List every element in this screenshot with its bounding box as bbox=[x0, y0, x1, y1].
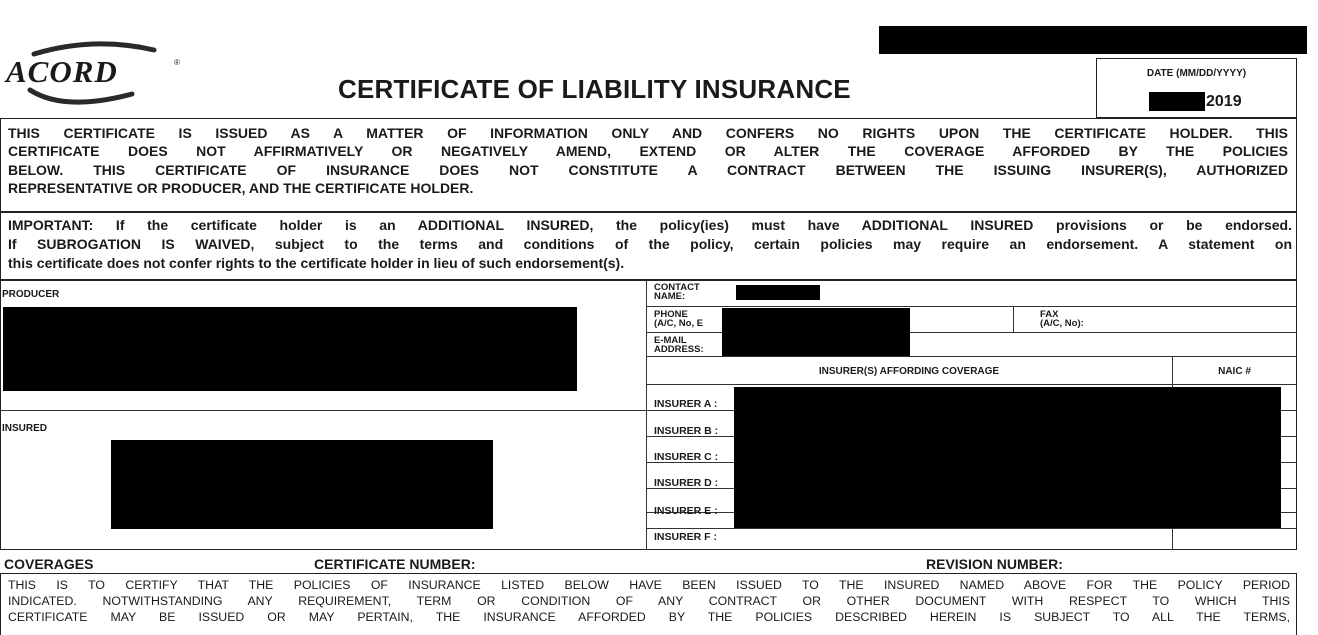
coverages-line: INDICATED. NOTWITHSTANDING ANY REQUIREMENT, TERM OR CONDITION OF ANY CONTRACT OR OTHER DOCUMENT WITH RESPECT TO WHICH THIS bbox=[8, 593, 1290, 608]
insurer-b-label: INSURER B : bbox=[654, 425, 719, 437]
notice-line: REPRESENTATIVE OR PRODUCER, AND THE CERTIFICATE HOLDER. bbox=[8, 179, 474, 196]
contact-row-line bbox=[646, 306, 1297, 307]
coverages-line: CERTIFICATE MAY BE ISSUED OR MAY PERTAIN, THE INSURANCE AFFORDED BY THE POLICIES DESCRIBED HEREIN IS SUBJECT TO ALL THE TERMS, bbox=[8, 609, 1290, 624]
logo-text: ACORD bbox=[6, 54, 118, 89]
insurer-d-label: INSURER D : bbox=[654, 477, 719, 489]
phone-label-line: PHONE bbox=[654, 309, 688, 320]
notice-text bbox=[8, 124, 1288, 197]
insurer-e-label: INSURER E : bbox=[654, 505, 718, 517]
phone-label bbox=[654, 310, 703, 328]
insured-label: INSURED bbox=[2, 423, 48, 434]
coverages-text bbox=[8, 578, 1290, 625]
fax-label bbox=[1040, 310, 1084, 328]
redacted-insured bbox=[111, 440, 493, 529]
insurer-c-label: INSURER C : bbox=[654, 451, 719, 463]
important-line: If SUBROGATION IS WAIVED, subject to the terms and conditions of the policy, certain policies may require an endorsement. A statement on bbox=[8, 236, 1292, 252]
insurer-header-line bbox=[646, 384, 1297, 385]
page-title: CERTIFICATE OF LIABILITY INSURANCE bbox=[338, 74, 851, 104]
insurer-f-label: INSURER F : bbox=[654, 531, 717, 543]
important-line: IMPORTANT: If the certificate holder is an ADDITIONAL INSURED, the policy(ies) must have ADDITIONAL INSURED provisions or be endorsed. bbox=[8, 217, 1292, 233]
fax-label-line: FAX bbox=[1040, 309, 1059, 320]
naic-label: NAIC # bbox=[1218, 366, 1251, 377]
email-label-line: E-MAIL bbox=[654, 335, 687, 346]
insurers-header: INSURER(S) AFFORDING COVERAGE bbox=[818, 366, 1000, 377]
important-text bbox=[8, 216, 1292, 273]
redacted-contact-name bbox=[736, 285, 820, 300]
acord-logo bbox=[4, 40, 184, 112]
contact-name-label bbox=[654, 283, 700, 301]
coverages-line: THIS IS TO CERTIFY THAT THE POLICIES OF INSURANCE LISTED BELOW HAVE BEEN ISSUED TO THE INSURED NAMED ABOVE FOR THE POLICY PERIOD bbox=[8, 578, 1290, 592]
producer-insured-divider bbox=[0, 410, 646, 411]
contact-name-label-line: NAME: bbox=[654, 291, 686, 302]
notice-line: CERTIFICATE DOES NOT AFFIRMATIVELY OR NEGATIVELY AMEND, EXTEND OR ALTER THE COVERAGE AFFORDED BY THE POLICIES bbox=[8, 143, 1288, 160]
notice-line: THIS CERTIFICATE IS ISSUED AS A MATTER OF INFORMATION ONLY AND CONFERS NO RIGHTS UPON THE CERTIFICATE HOLDER. THIS bbox=[8, 125, 1288, 141]
notice-line: BELOW. THIS CERTIFICATE OF INSURANCE DOES NOT CONSTITUTE A CONTRACT BETWEEN THE ISSUING INSURER(S), AUTHORIZED bbox=[8, 161, 1288, 178]
phone-fax-divider bbox=[1013, 306, 1014, 332]
redacted-producer bbox=[3, 307, 577, 391]
redacted-insurers bbox=[734, 387, 1281, 528]
email-label bbox=[654, 336, 704, 354]
producer-label: PRODUCER bbox=[2, 289, 60, 300]
contact-name-label-line: CONTACT bbox=[654, 282, 700, 293]
phone-label-line: (A/C, No, E bbox=[654, 318, 704, 329]
logo-registered-mark: ® bbox=[174, 58, 180, 67]
certificate-number-label: CERTIFICATE NUMBER: bbox=[314, 556, 476, 572]
info-divider bbox=[646, 280, 647, 550]
redacted-date-part bbox=[1149, 92, 1205, 111]
coverages-label: COVERAGES bbox=[4, 556, 94, 572]
email-label-line: ADDRESS: bbox=[654, 344, 704, 355]
important-line: this certificate does not confer rights to the certificate holder in lieu of such endorsement(s). bbox=[8, 255, 625, 271]
redacted-phone-email bbox=[722, 308, 910, 356]
contact-row-line bbox=[646, 356, 1297, 357]
revision-number-label: REVISION NUMBER: bbox=[926, 556, 1063, 572]
redacted-header-block bbox=[879, 26, 1307, 54]
insurer-row-line bbox=[646, 528, 1297, 529]
fax-label-line: (A/C, No): bbox=[1040, 318, 1084, 329]
date-label: DATE (MM/DD/YYYY) bbox=[1146, 68, 1247, 79]
date-value: 2019 bbox=[1206, 93, 1242, 110]
insurer-a-label: INSURER A : bbox=[654, 398, 718, 410]
